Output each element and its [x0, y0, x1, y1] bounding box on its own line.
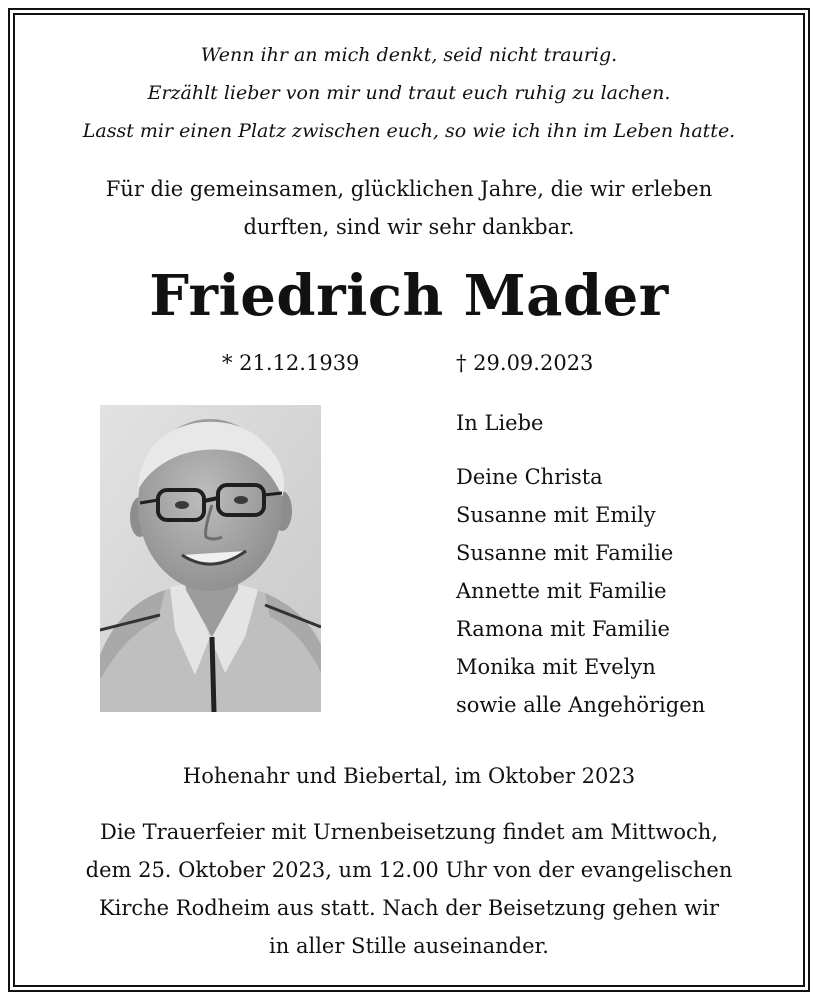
gratitude-line: Für die gemeinsamen, glücklichen Jahre, die wir erleben [105, 177, 713, 201]
service-line: dem 25. Oktober 2023, um 12.00 Uhr von der evangelischen [85, 858, 733, 882]
family-member: Susanne mit Emily [456, 503, 656, 527]
gratitude-line: durften, sind wir sehr dankbar. [243, 215, 575, 239]
location-date: Hohenahr und Biebertal, im Oktober 2023 [182, 764, 636, 788]
family-member: Annette mit Familie [456, 579, 667, 603]
family-member: Deine Christa [456, 465, 603, 489]
gratitude-text [20, 170, 798, 246]
poem-line: Erzählt lieber von mir und traut euch ruhig zu lachen. [147, 82, 671, 104]
portrait-icon [100, 405, 321, 712]
birth-date: * 21.12.1939 [222, 351, 360, 375]
family-signatures [456, 404, 705, 724]
family-member: Ramona mit Familie [456, 617, 670, 641]
service-line: Die Trauerfeier mit Urnenbeisetzung findet am Mittwoch, [100, 820, 718, 844]
portrait-photo [100, 405, 321, 712]
poem-verse [20, 36, 798, 150]
service-line: in aller Stille auseinander. [269, 934, 549, 958]
family-member: sowie alle Angehörigen [456, 693, 706, 717]
poem-line: Lasst mir einen Platz zwischen euch, so wie ich ihn im Leben hatte. [82, 120, 736, 142]
deceased-name: Friedrich Mader [149, 263, 669, 329]
family-intro: In Liebe [456, 411, 544, 435]
poem-line: Wenn ihr an mich denkt, seid nicht traurig. [200, 44, 618, 66]
family-member: Susanne mit Familie [456, 541, 674, 565]
service-information [20, 813, 798, 965]
family-member: Monika mit Evelyn [456, 655, 656, 679]
death-date: † 29.09.2023 [456, 351, 594, 375]
service-line: Kirche Rodheim aus statt. Nach der Beisetzung gehen wir [98, 896, 720, 920]
